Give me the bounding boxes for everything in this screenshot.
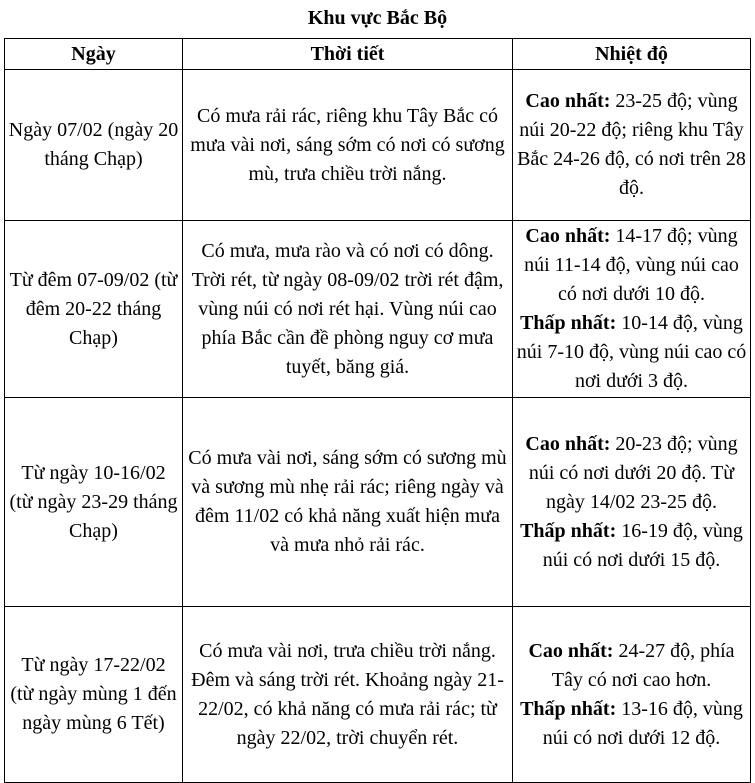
low-temp-label: Thấp nhất:	[520, 519, 617, 542]
high-temp-text: 20-23 độ; vùng núi có nơi dưới 20 độ. Từ ngày 14/02 23-25 độ.	[528, 432, 738, 513]
high-temp	[516, 430, 747, 517]
weather-cell: Có mưa vài nơi, trưa chiều trời nắng. Đêm và sáng trời rét. Khoảng ngày 21-22/02, có khả năng có mưa rải rác; từ ngày 22/02, trời chuyển rét.	[183, 607, 513, 783]
high-temp-label: Cao nhất:	[528, 639, 614, 662]
low-temp-text: 10-14 độ, vùng núi 7-10 độ, vùng núi cao có nơi dưới 3 độ.	[516, 312, 747, 392]
header-day: Ngày	[5, 39, 183, 70]
table-row	[5, 398, 751, 607]
temperature-cell	[513, 607, 751, 783]
high-temp	[516, 87, 747, 203]
temperature-cell	[513, 398, 751, 607]
high-temp-label: Cao nhất:	[525, 432, 611, 455]
high-temp-text: 14-17 độ; vùng núi 11-14 độ, vùng núi cao có nơi dưới 10 độ.	[524, 225, 739, 305]
low-temp-label: Thấp nhất:	[520, 312, 617, 334]
header-row	[5, 39, 751, 70]
high-temp-label: Cao nhất:	[525, 225, 611, 247]
low-temp	[516, 695, 747, 753]
day-cell: Từ ngày 10-16/02 (từ ngày 23-29 tháng Chạp)	[5, 398, 183, 607]
temperature-cell	[513, 221, 751, 398]
high-temp	[516, 222, 747, 309]
table-title: Khu vực Bắc Bộ	[307, 7, 448, 29]
temperature-cell	[513, 70, 751, 221]
weather-cell: Có mưa, mưa rào và có nơi có dông. Trời rét, từ ngày 08-09/02 trời rét đậm, vùng núi có nơi rét hại. Vùng núi cao phía Bắc cần đề phòng nguy cơ mưa tuyết, băng giá.	[183, 221, 513, 398]
header-temperature: Nhiệt độ	[513, 39, 751, 70]
high-temp	[516, 637, 747, 695]
low-temp	[516, 517, 747, 575]
day-cell: Ngày 07/02 (ngày 20 tháng Chạp)	[5, 70, 183, 221]
table-row	[5, 70, 751, 221]
day-cell: Từ ngày 17-22/02 (từ ngày mùng 1 đến ngày mùng 6 Tết)	[5, 607, 183, 783]
weather-cell: Có mưa vài nơi, sáng sớm có sương mù và sương mù nhẹ rải rác; riêng ngày và đêm 11/02 có khả năng xuất hiện mưa và mưa nhỏ rải rác.	[183, 398, 513, 607]
low-temp	[516, 309, 747, 396]
table-row	[5, 221, 751, 398]
weather-forecast-table	[4, 38, 751, 783]
low-temp-text: 16-19 độ, vùng núi có nơi dưới 15 độ.	[542, 519, 743, 571]
high-temp-text: 23-25 độ; vùng núi 20-22 độ; riêng khu Tây Bắc 24-26 độ, có nơi trên 28 độ.	[517, 90, 746, 199]
high-temp-label: Cao nhất:	[525, 90, 611, 112]
header-weather: Thời tiết	[183, 39, 513, 70]
low-temp-text: 13-16 độ, vùng núi có nơi dưới 12 độ.	[542, 697, 743, 749]
high-temp-text: 24-27 độ, phía Tây có nơi cao hơn.	[551, 639, 735, 691]
table-row	[5, 607, 751, 783]
low-temp-label: Thấp nhất:	[520, 697, 617, 720]
day-cell: Từ đêm 07-09/02 (từ đêm 20-22 tháng Chạp)	[5, 221, 183, 398]
weather-cell: Có mưa rải rác, riêng khu Tây Bắc có mưa vài nơi, sáng sớm có nơi có sương mù, trưa chiều trời nắng.	[183, 70, 513, 221]
